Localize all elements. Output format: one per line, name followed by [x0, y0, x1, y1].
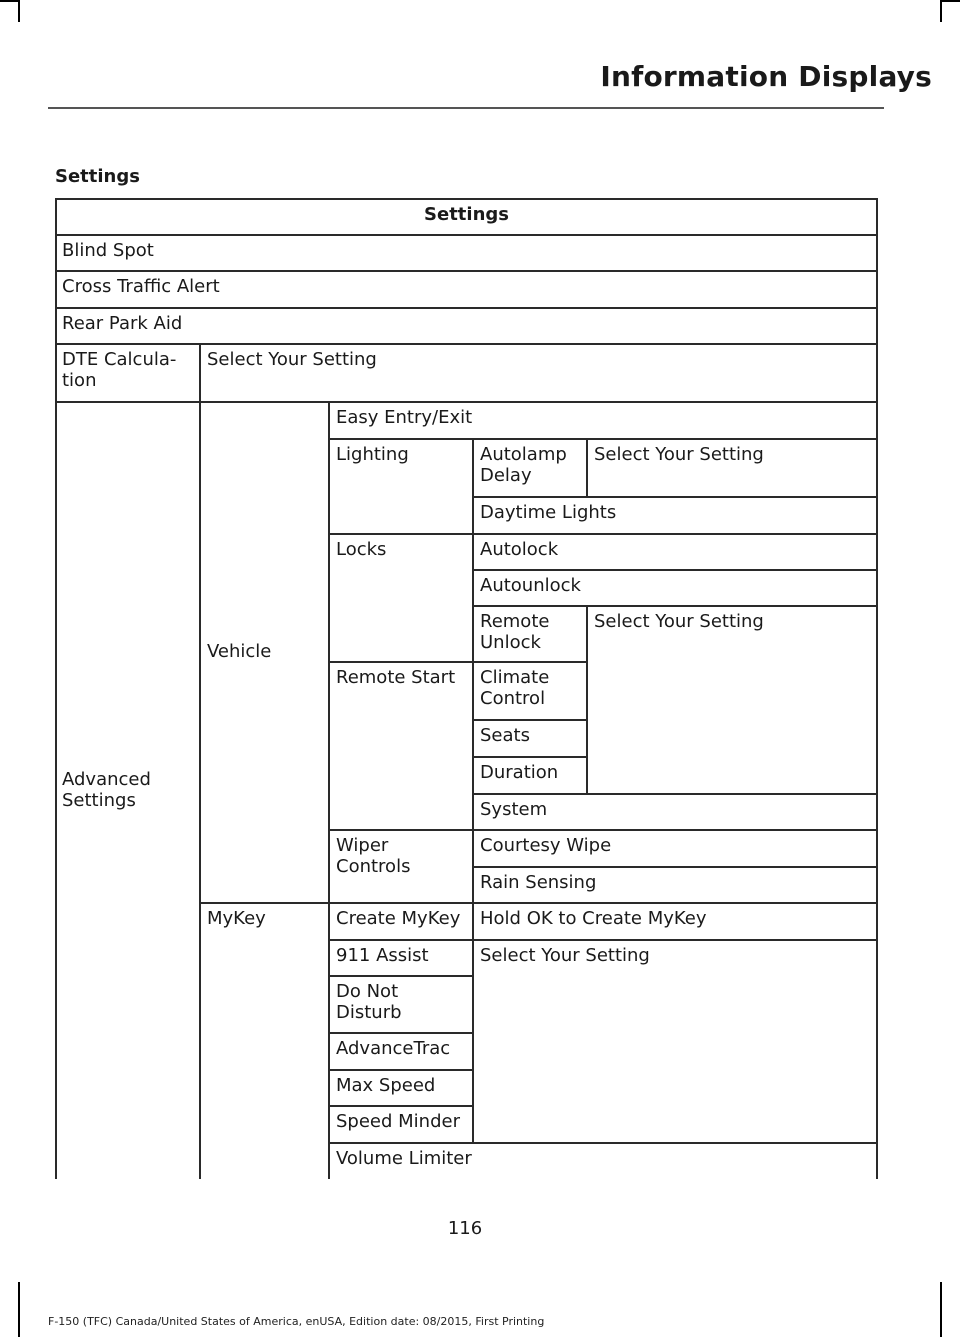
crop-mark: [940, 0, 942, 22]
row-blind-spot: Blind Spot: [62, 240, 154, 261]
table-rule: [329, 533, 878, 535]
row-rear-park-aid: Rear Park Aid: [62, 313, 183, 334]
cell-911-assist: 911 Assist: [336, 945, 429, 966]
table-rule: [876, 198, 878, 1179]
table-rule: [200, 902, 878, 904]
cell-create-mykey: Create MyKey: [336, 908, 461, 929]
crop-mark: [18, 0, 20, 22]
cell-climate-control: Climate Control: [480, 667, 550, 709]
cell-wiper-controls: Wiper Controls: [336, 835, 411, 877]
table-rule: [473, 569, 878, 571]
cell-autounlock: Autounlock: [480, 575, 581, 596]
table-rule: [472, 902, 474, 1142]
footer-edition-text: F-150 (TFC) Canada/United States of America, enUSA, Edition date: 08/2015, First Printing: [48, 1315, 545, 1328]
cell-remote-select: Select Your Setting: [594, 611, 764, 632]
cell-autolamp-select: Select Your Setting: [594, 444, 764, 465]
table-title: Settings: [424, 204, 509, 225]
cell-easy-entry-exit: Easy Entry/Exit: [336, 407, 473, 428]
header-divider: [48, 107, 884, 109]
table-rule: [329, 939, 878, 941]
page-header-title: Information Displays: [600, 60, 932, 93]
table-rule: [328, 401, 330, 1179]
cell-daytime-lights: Daytime Lights: [480, 502, 617, 523]
cell-speed-minder: Speed Minder: [336, 1111, 460, 1132]
table-rule: [329, 1142, 878, 1144]
cell-seats: Seats: [480, 725, 530, 746]
row-cross-traffic-alert: Cross Traffic Alert: [62, 276, 220, 297]
cell-max-speed: Max Speed: [336, 1075, 436, 1096]
cell-dte-calculation: DTE Calcula- tion: [62, 349, 177, 391]
table-rule: [329, 661, 587, 663]
cell-volume-limiter: Volume Limiter: [336, 1148, 472, 1169]
table-rule: [55, 234, 878, 236]
table-rule: [473, 719, 587, 721]
cell-system: System: [480, 799, 548, 820]
crop-mark: [18, 1282, 20, 1337]
cell-remote-unlock: Remote Unlock: [480, 611, 550, 653]
table-rule: [329, 1032, 473, 1034]
cell-rain-sensing: Rain Sensing: [480, 872, 597, 893]
table-rule: [586, 438, 588, 496]
table-rule: [55, 307, 878, 309]
cell-duration: Duration: [480, 762, 559, 783]
cell-locks: Locks: [336, 539, 387, 560]
table-rule: [473, 793, 878, 795]
cell-remote-start: Remote Start: [336, 667, 456, 688]
cell-do-not-disturb: Do Not Disturb: [336, 981, 402, 1023]
section-heading: Settings: [55, 166, 140, 187]
table-rule: [55, 198, 878, 200]
crop-mark: [0, 0, 20, 2]
settings-table: [55, 198, 878, 1179]
crop-mark: [940, 1282, 942, 1337]
table-rule: [329, 975, 473, 977]
table-rule: [55, 270, 878, 272]
cell-mykey: MyKey: [207, 908, 266, 929]
table-rule: [329, 1105, 473, 1107]
table-rule: [329, 438, 878, 440]
cell-autolamp-delay: Autolamp Delay: [480, 444, 567, 486]
cell-vehicle: Vehicle: [207, 641, 272, 662]
cell-mykey-select: Select Your Setting: [480, 945, 650, 966]
cell-lighting: Lighting: [336, 444, 409, 465]
table-rule: [473, 756, 587, 758]
table-rule: [55, 343, 878, 345]
table-rule: [199, 343, 201, 1179]
cell-advanced-settings: Advanced Settings: [62, 769, 151, 811]
cell-courtesy-wipe: Courtesy Wipe: [480, 835, 612, 856]
table-rule: [473, 866, 878, 868]
table-rule: [329, 1069, 473, 1071]
table-rule: [472, 533, 474, 902]
table-rule: [473, 496, 878, 498]
cell-dte-select: Select Your Setting: [207, 349, 377, 370]
table-rule: [473, 605, 878, 607]
crop-mark: [940, 0, 960, 2]
table-rule: [472, 438, 474, 533]
cell-advancetrac: AdvanceTrac: [336, 1038, 451, 1059]
page-number: 116: [447, 1218, 483, 1239]
table-rule: [329, 829, 878, 831]
table-rule: [55, 198, 57, 1179]
table-rule: [55, 401, 878, 403]
cell-hold-ok: Hold OK to Create MyKey: [480, 908, 707, 929]
table-rule: [586, 605, 588, 793]
cell-autolock: Autolock: [480, 539, 559, 560]
